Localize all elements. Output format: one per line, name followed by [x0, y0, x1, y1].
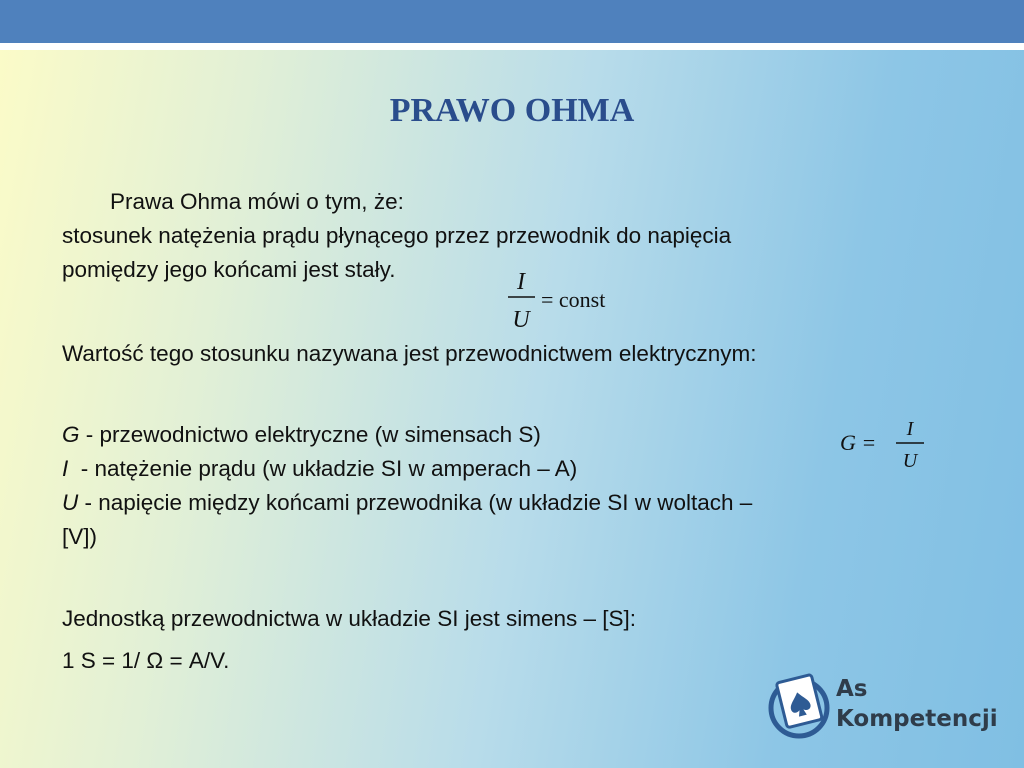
intro-line-1: Prawa Ohma mówi o tym, że: [110, 189, 404, 214]
ohm-formula-denominator: U [512, 307, 530, 333]
conductance-formula-lhs: G = [840, 430, 877, 455]
ohm-formula-rhs: = const [541, 287, 606, 312]
top-bar [0, 0, 1024, 43]
definition-symbol: I [62, 456, 69, 481]
conductance-intro: Wartość tego stosunku nazywana jest przewodnictwem elektrycznym: [62, 341, 757, 366]
logo-text-line-1: As [836, 676, 868, 702]
definition-symbol: U [62, 490, 79, 515]
definition-text: [V]) [62, 524, 98, 549]
logo-text-line-2: Kompetencji [836, 706, 998, 732]
definition-text: - natężenie prądu (w układzie SI w amperach – A) [68, 456, 578, 481]
definitions-list [62, 418, 962, 554]
intro-line-3: pomiędzy jego końcami jest stały. [62, 257, 396, 282]
conductance-formula-numerator: I [906, 418, 914, 440]
conductance-formula [838, 415, 938, 480]
definition-text: - napięcie między końcami przewodnika (w układzie SI w woltach – [78, 490, 753, 515]
slide-title: PRAWO OHMA [389, 92, 635, 129]
definition-u [62, 486, 962, 520]
conductance-formula-denominator: U [902, 450, 918, 472]
ohm-formula-numerator: I [517, 269, 525, 295]
definition-symbol: G [62, 422, 80, 447]
definition-u-continued [62, 520, 962, 554]
definition-text: - przewodnictwo elektryczne (w simensach S) [79, 422, 541, 447]
ohm-formula [505, 265, 635, 340]
intro-line-2: stosunek natężenia prądu płynącego przez przewodnik do napięcia [62, 223, 732, 248]
definition-i [62, 452, 962, 486]
definition-g [62, 418, 962, 452]
unit-line-1: Jednostką przewodnictwa w układzie SI jest simens – [S]: [62, 606, 637, 631]
unit-line-2: 1 S = 1/ Ω = A/V. [62, 648, 230, 673]
logo-text [836, 674, 998, 734]
